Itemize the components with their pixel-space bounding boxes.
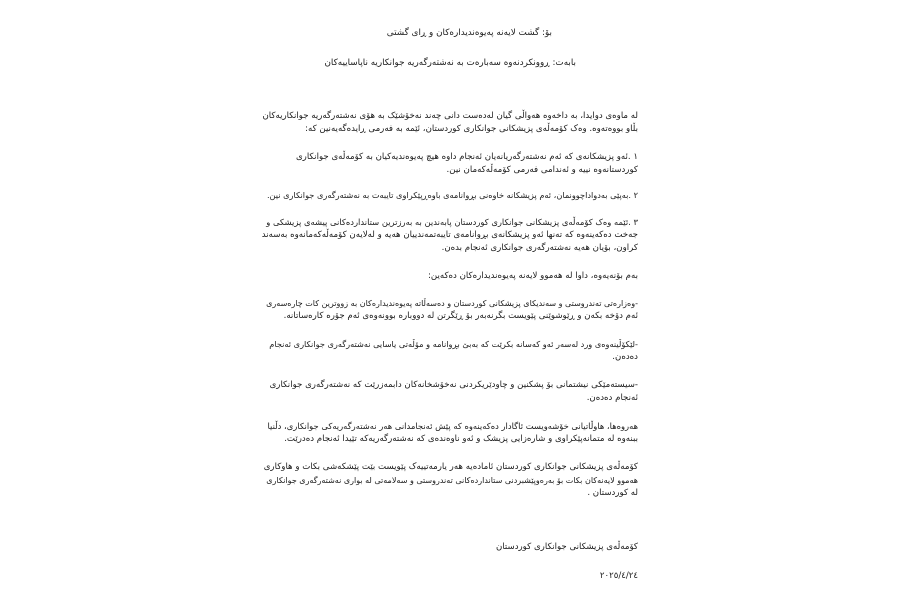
request-intro [262,270,638,283]
point-3-line-2: جەخت دەکەینەوە کە تەنها ئەو پزیشکانەی بڕوانامەی تایبەتمەندییان هەیە و لەلایەن کۆمەڵەکەمانەوە بەسەند [261,230,638,240]
point-1-line-1: ١ .ئەو پزیشکانەی کە ئەم نەشتەرگەریانەیان ئەنجام داوە هیچ پەیوەندیەکیان بە کۆمەڵەی جوانکاری [295,152,638,162]
point-3-line-1: ٣ .ئێمە وەک کۆمەڵەی پزیشکانی جوانکاری کوردستان پابەندین بە بەرزترین ستانداردەکانی پیشەی پزیشکی و [266,217,638,227]
intro-paragraph [262,110,638,136]
closing-line-3: لە کوردستان . [587,488,638,498]
point-1-line-2: کوردستانەوە نییە و ئەندامی فەرمی کۆمەڵەکەمان نین. [446,165,638,175]
request-1-line-1: -وەزارەتی تەندروستی و سەندیکای پزیشکانی کوردستان و دەسەڵاتە پەیوەندیدارەکان بە زووترین کات چارەسەری [266,299,638,308]
request-2-line-1: -لێکۆڵینەوەی ورد لەسەر ئەو کەسانە بکرێت کە بەبێ بڕوانامە و مۆڵەتی یاسایی نەشتەرگەری جوانکاری ئەنجام [269,339,638,349]
citizens-paragraph [262,420,638,446]
intro-line-1: لە ماوەی دوایدا، بە داخەوە هەواڵی گیان لەدەست دانی چەند نەخۆشێک بە هۆی نەشتەرگەریە جوانکاریەکان [262,111,638,121]
closing-line-1: کۆمەڵەی پزیشکانی جوانکاری کوردستان ئامادەیە هەر یارمەتییەک پێویست بێت پێشکەشی بکات و هاوکاری [263,462,638,472]
closing-paragraph [262,461,638,500]
citizens-line-2: ببنەوە لە متمانەپێکراوی و شارەزایی پزیشک و ئەو ناوەندەی کە نەشتەرگەریەکە تێیدا ئەنجام دەدرێت. [284,434,638,444]
point-1 [262,151,638,177]
request-1-line-2: ئەم دۆخە بکەن و ڕێوشوێنی پێویست بگرنەبەر بۆ ڕێگرتن لە دووبارە بوونەوەی ئەم جۆرە کارەساتانە. [283,311,638,321]
citizens-line-1: هەروەها، هاوڵاتیانی خۆشەویست ئاگادار دەکەینەوە کە پێش ئەنجامدانی هەر نەشتەرگەریەکی جوانکاری، دڵنیا [267,421,638,431]
intro-line-2: بڵاو بووەتەوە. وەک کۆمەڵەی پزیشکانی جوانکاری کوردستان، ئێمە بە فەرمی ڕایدەگەیەنین کە: [305,124,638,134]
request-3-line-1: -سیستەمێکی نیشتمانی بۆ پشکنین و چاودێریکردنی نەخۆشخانەکان دابمەزرێت کە نەشتەرگەری جوانکاری [269,380,638,390]
addressee-line: بۆ: گشت لایەنە پەیوەندیدارەکان و ڕای گشتی [386,28,552,38]
request-intro-line: بەم بۆنەیەوە، داوا لە هەموو لایەنە پەیوەندیدارەکان دەکەین: [428,271,638,281]
request-3-line-2: ئەنجام دەدەن. [586,393,638,403]
subject-line: بابەت: ڕوونکردنەوە سەبارەت بە نەشتەرگەریە جوانکاریە ناپاساییەکان [324,58,576,68]
point-3-line-3: کراون، بۆیان هەیە نەشتەرگەری جوانکاری ئەنجام بدەن. [441,243,638,253]
request-1 [262,297,638,323]
point-2-line-1: ٢ .بەپێی بەدواداچوونمان، ئەم پزیشکانە خاوەنی بڕوانامەی باوەڕپێکراوی تایبەت بە نەشتەرگەری جوانکاری نین. [266,190,638,200]
closing-line-2: هەموو لایەنەکان بکات بۆ بەرەوپێشبردنی ستانداردەکانی تەندروستی و سەلامەتی لە بواری نەشتەرگەری جوانکاری [266,476,638,485]
point-2 [262,189,638,202]
point-3 [262,216,638,255]
request-2-line-2: دەدەن. [612,352,638,362]
date: ٢٠٢٥/٤/٢٤ [599,571,638,581]
request-3 [262,379,638,405]
letter [262,0,638,600]
signature: کۆمەڵەی پزیشکانی جوانکاری کوردستان [495,542,638,552]
request-2 [262,338,638,364]
